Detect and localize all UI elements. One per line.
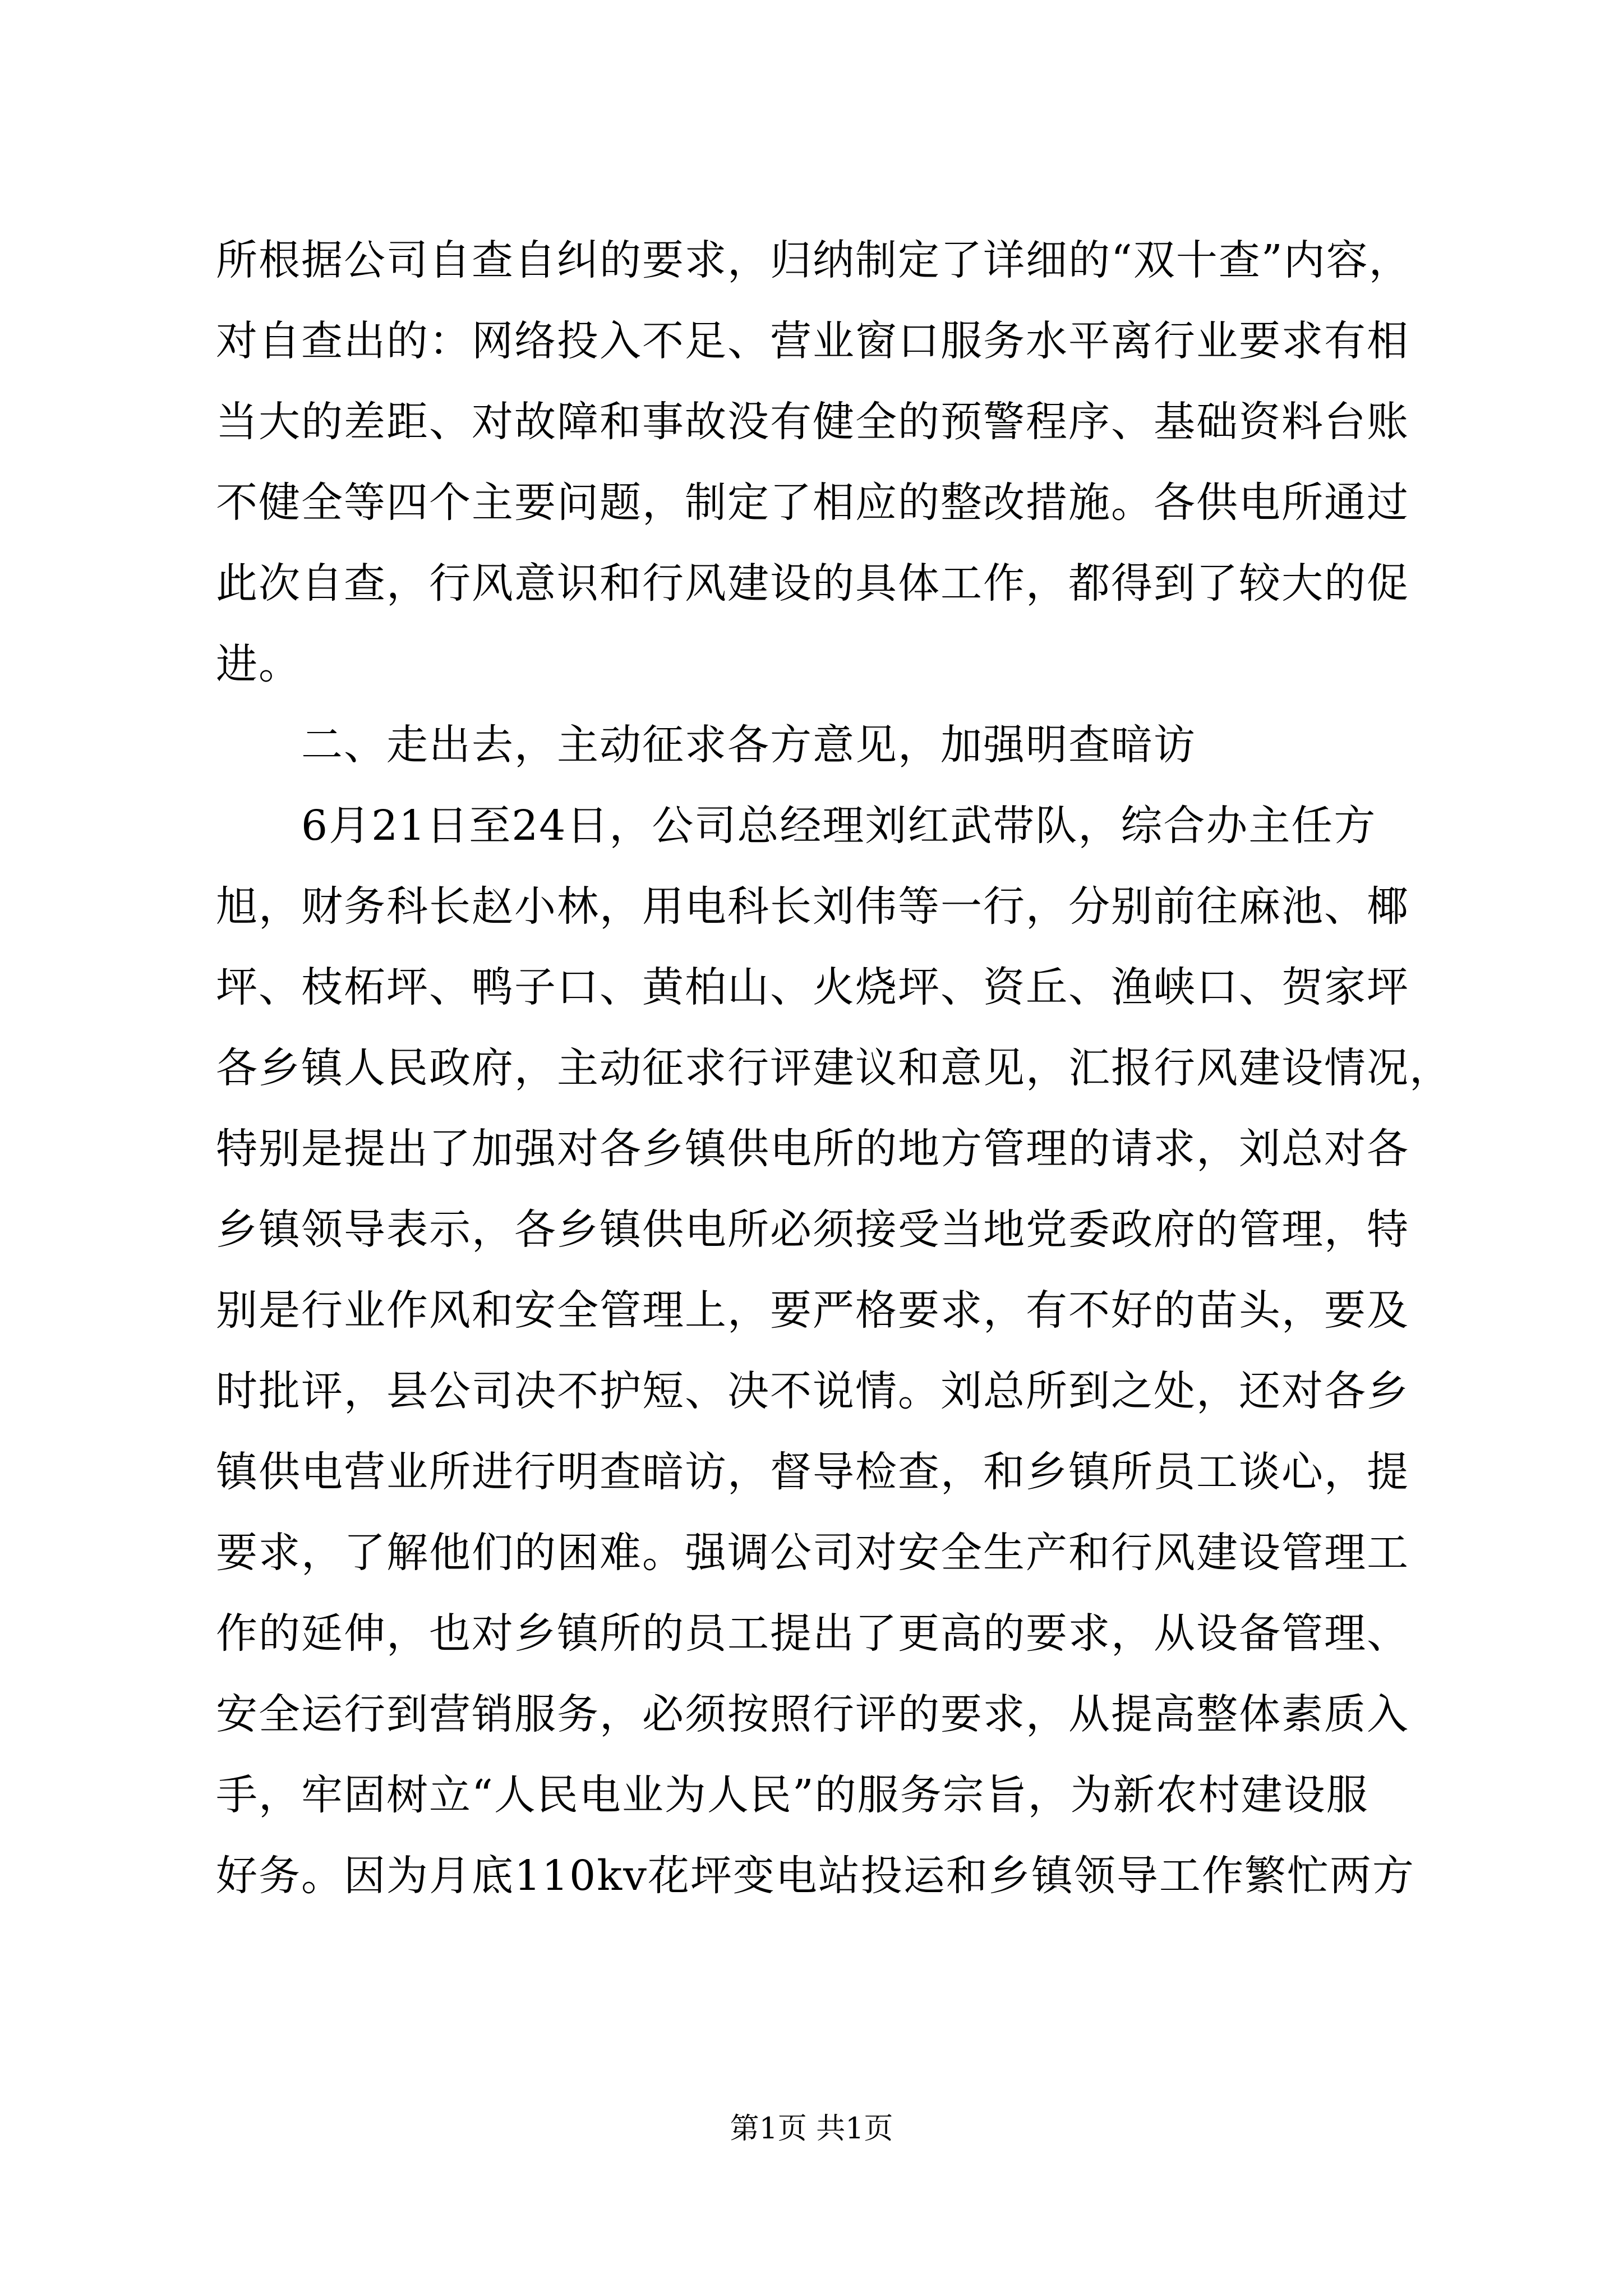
text-line: 要求，了解他们的困难。强调公司对安全生产和行风建设管理工 [216,1529,1409,1577]
text-line: 作的延伸，也对乡镇所的员工提出了更高的要求，从设备管理、 [216,1609,1409,1658]
text-line: 好务。因为月底110kv花坪变电站投运和乡镇领导工作繁忙两方 [216,1852,1415,1900]
text-line: 安全运行到营销服务，必须按照行评的要求，从提高整体素质入 [216,1690,1409,1738]
text-line: 所根据公司自查自纠的要求，归纳制定了详细的“双十查”内容， [216,236,1412,284]
text-line: 对自查出的：网络投入不足、营业窗口服务水平离行业要求有相 [216,317,1409,365]
page-number-label: 第1页 共1页 [730,2112,893,2146]
section-heading: 二、走出去，主动征求各方意见，加强明查暗访 [216,721,1196,769]
text-line: 6月21日至24日，公司总经理刘红武带队，综合办主任方 [216,802,1377,850]
text-line: 当大的差距、对故障和事故没有健全的预警程序、基础资料台账 [216,398,1409,446]
text-line: 各乡镇人民政府，主动征求行评建议和意见，汇报行风建设情况， [216,1044,1452,1092]
page-footer [0,2106,1623,2151]
text-line: 旭，财务科长赵小林，用电科长刘伟等一行，分别前往麻池、椰 [216,882,1409,931]
text-line: 此次自查，行风意识和行风建设的具体工作，都得到了较大的促 [216,559,1409,608]
text-line: 别是行业作风和安全管理上，要严格要求，有不好的苗头，要及 [216,1286,1409,1335]
text-line: 镇供电营业所进行明查暗访，督导检查，和乡镇所员工谈心，提 [216,1448,1409,1496]
text-line: 时批评，县公司决不护短、决不说情。刘总所到之处，还对各乡 [216,1367,1409,1415]
text-line: 坪、枝柘坪、鸭子口、黄柏山、火烧坪、资丘、渔峡口、贺家坪 [216,963,1409,1011]
body-text [216,220,1452,1916]
text-line: 乡镇领导表示，各乡镇供电所必须接受当地党委政府的管理，特 [216,1205,1409,1254]
text-line: 不健全等四个主要问题，制定了相应的整改措施。各供电所通过 [216,478,1409,527]
text-line: 特别是提出了加强对各乡镇供电所的地方管理的请求，刘总对各 [216,1125,1409,1173]
text-line: 手，牢固树立“人民电业为人民”的服务宗旨，为新农村建设服 [216,1771,1369,1819]
text-line: 进。 [216,640,301,688]
